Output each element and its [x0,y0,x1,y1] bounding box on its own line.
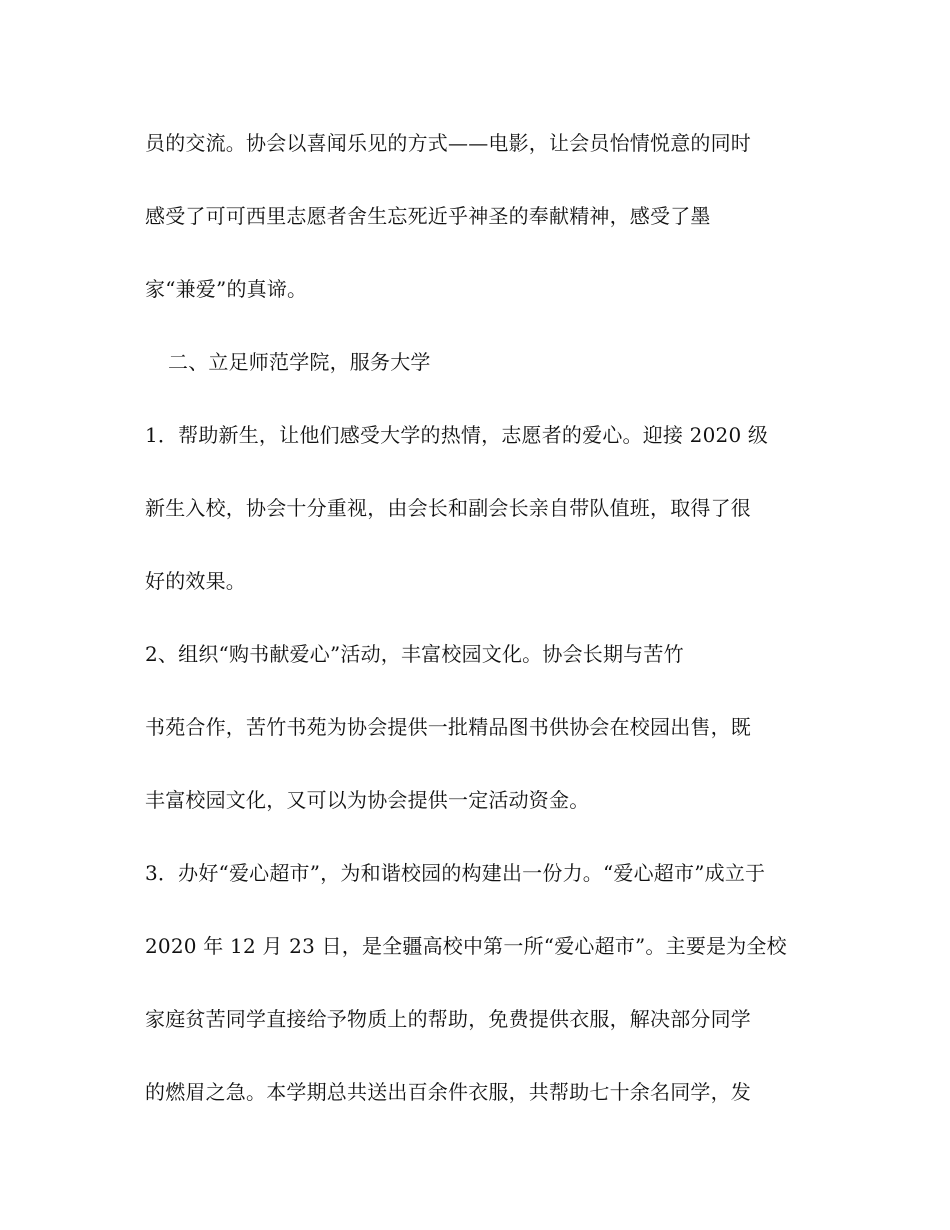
text-line: 新生入校，协会十分重视，由会长和副会长亲自带队值班，取得了很 [145,496,751,520]
text-line: 感受了可可西里志愿者舍生忘死近乎神圣的奉献精神，感受了墨 [145,204,711,228]
text-line: 3．办好“爱心超市”，为和谐校园的构建出一份力。“爱心超市”成立于 [145,861,766,885]
text-line: 好的效果。 [145,569,246,593]
text-line: 家庭贫苦同学直接给予物质上的帮助，免费提供衣服，解决部分同学 [145,1007,751,1031]
text-line: 书苑合作，苦竹书苑为协会提供一批精品图书供协会在校园出售，既 [145,715,751,739]
text-line: 2020 年 12 月 23 日，是全疆高校中第一所“爱心超市”。主要是为全校 [145,934,787,958]
section-heading: 二、立足师范学院，服务大学 [168,350,431,374]
text-line: 2、组织“购书献爱心”活动，丰富校园文化。协会长期与苦竹 [145,642,684,666]
text-line: 1．帮助新生，让他们感受大学的热情，志愿者的爱心。迎接 2020 级 [145,423,769,447]
text-line: 丰富校园文化，又可以为协会提供一定活动资金。 [145,788,590,812]
text-line: 员的交流。协会以喜闻乐见的方式——电影，让会员怡情悦意的同时 [145,131,751,155]
text-line: 家“兼爱”的真谛。 [145,277,308,301]
text-line: 的燃眉之急。本学期总共送出百余件衣服，共帮助七十余名同学，发 [145,1080,751,1104]
